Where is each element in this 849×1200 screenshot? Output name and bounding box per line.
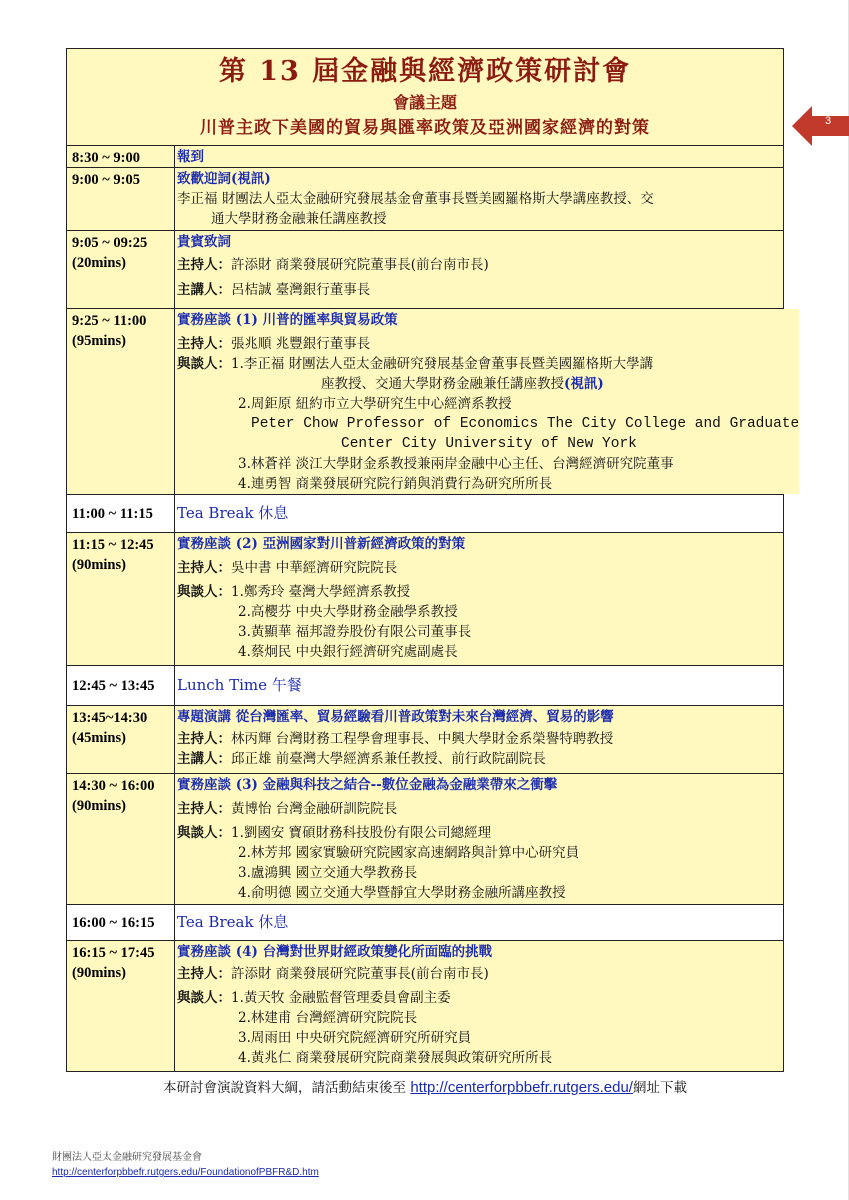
content-cell <box>175 706 783 773</box>
speaker-label: 主講人： <box>177 751 231 767</box>
host-label: 主持人： <box>177 560 231 576</box>
panel-label: 與談人： <box>177 584 231 600</box>
host-label: 主持人： <box>177 336 231 352</box>
host-line <box>177 799 783 819</box>
host-line <box>177 255 783 275</box>
theme-label: 會議主題 <box>392 93 457 112</box>
panelist: 1.李正福 財團法人亞太金融研究發展基金會董事長暨美國羅格斯大學講 <box>231 356 654 372</box>
host-name: 吳中書 中華經濟研究院院長 <box>231 560 398 576</box>
content-cell <box>175 774 783 904</box>
time-cell: 12:45 ~ 13:45 <box>67 666 175 705</box>
speaker-name: 邱正雄 前臺灣大學經濟系兼任教授、前行政院副院長 <box>231 751 546 767</box>
time-cell <box>67 774 175 904</box>
note-text: 本研討會演說資料大綱，請活動結束後至 <box>163 1080 411 1096</box>
host-line <box>177 558 783 578</box>
footer-org: 財團法人亞太金融研究發展基金會 <box>52 1152 202 1163</box>
host-line <box>177 964 783 984</box>
note-text-after: 網址下載 <box>632 1080 687 1096</box>
speaker-line <box>177 749 783 769</box>
time-cell <box>67 941 175 1071</box>
time-cell <box>67 231 175 308</box>
host-label: 主持人： <box>177 731 231 747</box>
speaker-line: 通大學財務金融兼任講座教授 <box>211 211 387 227</box>
speaker-line: 李正福 財團法人亞太金融研究發展基金會董事長暨美國羅格斯大學講座教授、交 <box>177 191 654 207</box>
agenda-row <box>67 231 783 309</box>
session-title: 實務座談 (4) 台灣對世界財經政策變化所面臨的挑戰 <box>177 944 493 960</box>
content-cell <box>175 941 783 1071</box>
time-cell: 8:30 ~ 9:00 <box>67 146 175 167</box>
download-link[interactable]: http://centerforpbbefr.rutgers.edu/ <box>410 1079 633 1096</box>
duration: (90mins) <box>72 557 126 573</box>
host-name: 黃博怡 台灣金融研訓院院長 <box>231 801 398 817</box>
panel-label: 與談人： <box>177 825 231 841</box>
agenda-row <box>67 533 783 666</box>
conference-header <box>67 49 783 146</box>
conference-theme: 川普主政下美國的貿易與匯率政策及亞洲國家經濟的對策 <box>200 118 650 138</box>
agenda-row <box>67 146 783 168</box>
content-cell <box>175 495 783 532</box>
panelist-line: 3.周雨田 中央研究院經濟研究所研究員 <box>238 1030 472 1046</box>
host-name: 許添財 商業發展研究院董事長(前台南市長) <box>231 257 489 273</box>
agenda-row <box>67 774 783 905</box>
panelist-english: Center City University of New York <box>341 436 637 452</box>
time-range: 9:25 ~ 11:00 <box>72 313 147 329</box>
panelist: 1.劉國安 寶碩財務科技股份有限公司總經理 <box>231 825 492 841</box>
time-cell: 9:00 ~ 9:05 <box>67 168 175 230</box>
panelist-line <box>177 354 799 374</box>
duration: (90mins) <box>72 965 126 981</box>
session-title: 致歡迎詞(視訊) <box>177 171 271 187</box>
duration: (20mins) <box>72 255 126 271</box>
content-cell <box>175 146 783 167</box>
page-number: 3 <box>824 115 832 127</box>
panelist-line: 4.連勇智 商業發展研究院行銷與消費行為研究所所長 <box>238 476 553 492</box>
conference-title: 第 13 屆金融與經濟政策研討會 <box>218 56 632 87</box>
session-title: 貴賓致詞 <box>177 234 231 250</box>
content-cell <box>175 168 783 230</box>
panelist-line: 3.黃顯華 福邦證券股份有限公司董事長 <box>238 624 472 640</box>
speaker-label: 主講人： <box>177 282 231 298</box>
duration: (90mins) <box>72 798 126 814</box>
panelist-line: 3.盧鴻興 國立交通大學教務長 <box>238 865 418 881</box>
session-title: 專題演講 從台灣匯率、貿易經驗看川普政策對未來台灣經濟、貿易的影響 <box>177 709 614 725</box>
host-name: 林丙輝 台灣財務工程學會理事長、中興大學財金系榮譽特聘教授 <box>231 731 614 747</box>
panelist-line: 2.林芳邦 國家實驗研究院國家高速網路與計算中心研究員 <box>238 845 580 861</box>
panelist-line <box>177 823 783 843</box>
page-indicator[interactable] <box>792 105 849 147</box>
panelist-line: 2.林建甫 台灣經濟研究院院長 <box>238 1010 418 1026</box>
duration: (95mins) <box>72 333 126 349</box>
video-tag: (視訊) <box>564 376 604 392</box>
panelist-line: 2.周鉅原 紐約市立大學研究生中心經濟系教授 <box>238 396 512 412</box>
panelist: 1.鄭秀玲 臺灣大學經濟系教授 <box>231 584 411 600</box>
download-note <box>66 1076 784 1096</box>
session-title: 實務座談 (2) 亞洲國家對川普新經濟政策的對策 <box>177 536 466 552</box>
speaker-line <box>177 280 783 300</box>
panelist-line: 4.俞明德 國立交通大學暨靜宜大學財務金融所講座教授 <box>238 885 566 901</box>
host-label: 主持人： <box>177 801 231 817</box>
page-footer <box>52 1150 319 1180</box>
duration: (45mins) <box>72 730 126 746</box>
panelist-line <box>177 988 783 1008</box>
panelist-line: 2.高櫻芬 中央大學財務金融學系教授 <box>238 604 458 620</box>
panel-label: 與談人： <box>177 990 231 1006</box>
panelist: 1.黃天牧 金融監督管理委員會副主委 <box>231 990 451 1006</box>
session-title: 實務座談 (3) 金融與科技之結合--數位金融為金融業帶來之衝擊 <box>177 777 558 793</box>
session-title: 實務座談 (1) 川普的匯率與貿易政策 <box>177 312 398 328</box>
content-cell <box>175 309 799 494</box>
session-title: 報到 <box>177 149 204 165</box>
time-cell: 16:00 ~ 16:15 <box>67 905 175 940</box>
host-label: 主持人： <box>177 257 231 273</box>
agenda-row <box>67 495 783 533</box>
time-cell <box>67 533 175 665</box>
content-cell <box>175 231 783 308</box>
time-range: 11:15 ~ 12:45 <box>72 537 154 553</box>
time-cell <box>67 309 175 494</box>
content-cell <box>175 533 783 665</box>
speaker-name: 呂桔誠 臺灣銀行董事長 <box>231 282 371 298</box>
time-cell <box>67 706 175 773</box>
agenda-row <box>67 309 800 495</box>
content-cell <box>175 666 783 705</box>
panelist-line: 4.黃兆仁 商業發展研究院商業發展與政策研究所所長 <box>238 1050 553 1066</box>
session-title: Tea Break 休息 <box>177 504 289 522</box>
host-name: 張兆順 兆豐銀行董事長 <box>231 336 371 352</box>
agenda-row <box>67 706 783 774</box>
host-name: 許添財 商業發展研究院董事長(前台南市長) <box>231 966 489 982</box>
host-line <box>177 729 783 749</box>
time-range: 16:15 ~ 17:45 <box>72 945 155 961</box>
panelist-line: 4.蔡炯民 中央銀行經濟研究處副處長 <box>238 644 458 660</box>
host-line <box>177 334 799 354</box>
host-label: 主持人： <box>177 966 231 982</box>
footer-link[interactable]: http://centerforpbbefr.rutgers.edu/FoundationofPBFR&D.htm <box>52 1167 319 1178</box>
panelist-english: Peter Chow Professor of Economics The City College and Graduate <box>251 416 800 432</box>
agenda-row <box>67 666 783 706</box>
time-range: 9:05 ~ 09:25 <box>72 235 148 251</box>
agenda-row <box>67 905 783 941</box>
program-table <box>66 48 800 1072</box>
panelist-line <box>177 374 799 394</box>
content-cell <box>175 905 783 940</box>
session-title: Tea Break 休息 <box>177 913 289 931</box>
agenda-row <box>67 168 783 231</box>
agenda-row <box>67 941 783 1071</box>
time-range: 14:30 ~ 16:00 <box>72 778 155 794</box>
time-cell: 11:00 ~ 11:15 <box>67 495 175 532</box>
session-title: Lunch Time 午餐 <box>177 676 302 694</box>
panel-label: 與談人： <box>177 356 231 372</box>
panelist-line <box>177 582 783 602</box>
time-range: 13:45~14:30 <box>72 710 148 726</box>
panelist-detail: 座教授、交通大學財務金融兼任講座教授 <box>321 376 564 392</box>
panelist-line: 3.林蒼祥 淡江大學財金系教授兼兩岸金融中心主任、台灣經濟研究院董事 <box>238 456 674 472</box>
